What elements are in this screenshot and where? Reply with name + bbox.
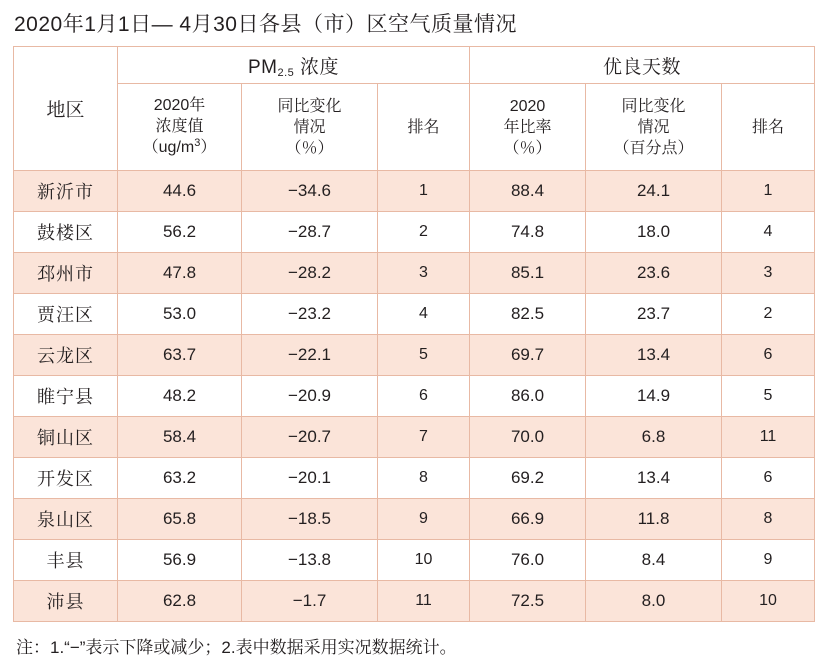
- sub-line: 2020: [509, 97, 546, 115]
- cell-pm25-change: −20.1: [242, 458, 378, 499]
- cubic-superscript: 3: [194, 136, 201, 149]
- cell-pm25-rank: 10: [378, 540, 470, 581]
- cell-pm25-value: 63.2: [118, 458, 242, 499]
- cell-good-rate: 66.9: [470, 499, 586, 540]
- cell-good-rate: 82.5: [470, 294, 586, 335]
- cell-pm25-rank: 6: [378, 376, 470, 417]
- cell-pm25-value: 62.8: [118, 581, 242, 622]
- cell-region: 丰县: [14, 540, 118, 581]
- cell-pm25-value: 65.8: [118, 499, 242, 540]
- table-row: [14, 417, 815, 458]
- table-row: [14, 499, 815, 540]
- column-header-pm25-rank: 排名: [378, 84, 470, 171]
- cell-good-rank: 8: [722, 499, 815, 540]
- column-group-good-days: 优良天数: [470, 47, 815, 84]
- cell-good-rank: 9: [722, 540, 815, 581]
- cell-good-rate: 69.7: [470, 335, 586, 376]
- cell-region: 铜山区: [14, 417, 118, 458]
- cell-pm25-value: 56.2: [118, 212, 242, 253]
- cell-pm25-change: −22.1: [242, 335, 378, 376]
- cell-good-change: 8.4: [586, 540, 722, 581]
- column-header-region: 地区: [14, 47, 118, 171]
- sub-line: 同比变化: [621, 97, 686, 115]
- cell-good-change: 23.7: [586, 294, 722, 335]
- table-header: [14, 47, 815, 171]
- cell-good-change: 18.0: [586, 212, 722, 253]
- cell-region: 邳州市: [14, 253, 118, 294]
- cell-good-rank: 3: [722, 253, 815, 294]
- cell-pm25-change: −28.7: [242, 212, 378, 253]
- cell-pm25-rank: 2: [378, 212, 470, 253]
- page-title: 2020年1月1日— 4月30日各县（市）区空气质量情况: [14, 13, 517, 36]
- column-header-good-rate: [470, 84, 586, 171]
- pm25-subscript: 2.5: [277, 66, 295, 79]
- cell-pm25-value: 53.0: [118, 294, 242, 335]
- cell-region: 新沂市: [14, 171, 118, 212]
- sub-line: 情况: [637, 118, 670, 136]
- cell-good-rate: 69.2: [470, 458, 586, 499]
- cell-pm25-change: −1.7: [242, 581, 378, 622]
- sub-line: （％）: [503, 139, 552, 157]
- header-row-subs: [14, 84, 815, 171]
- cell-pm25-value: 47.8: [118, 253, 242, 294]
- cell-pm25-value: 58.4: [118, 417, 242, 458]
- pm25-label-text: $PM_{2.5}$ 浓度: [247, 56, 340, 79]
- cell-good-rate: 72.5: [470, 581, 586, 622]
- cell-good-change: 6.8: [586, 417, 722, 458]
- cell-good-change: 13.4: [586, 458, 722, 499]
- cell-region: 睢宁县: [14, 376, 118, 417]
- cell-good-rank: 6: [722, 335, 815, 376]
- table-row: [14, 253, 815, 294]
- cell-region: 泉山区: [14, 499, 118, 540]
- cell-good-change: 23.6: [586, 253, 722, 294]
- header-row-groups: [14, 47, 815, 84]
- table-row: [14, 581, 815, 622]
- table-body: [14, 171, 815, 622]
- cell-region: 云龙区: [14, 335, 118, 376]
- cell-good-rank: 4: [722, 212, 815, 253]
- sub-line: 同比变化: [277, 97, 342, 115]
- cell-pm25-change: −20.7: [242, 417, 378, 458]
- column-header-pm25-value: [118, 84, 242, 171]
- sub-line: 情况: [293, 118, 326, 136]
- cell-region: 鼓楼区: [14, 212, 118, 253]
- cell-good-change: 13.4: [586, 335, 722, 376]
- cell-pm25-rank: 1: [378, 171, 470, 212]
- table-footnote: 注：1.“−”表示下降或减少；2.表中数据采用实况数据统计。: [16, 638, 457, 657]
- cell-pm25-rank: 11: [378, 581, 470, 622]
- sub-line: 浓度值: [155, 117, 204, 135]
- cell-good-rank: 6: [722, 458, 815, 499]
- cell-good-change: 24.1: [586, 171, 722, 212]
- cell-region: 开发区: [14, 458, 118, 499]
- cell-pm25-change: −34.6: [242, 171, 378, 212]
- cell-pm25-value: 56.9: [118, 540, 242, 581]
- cell-pm25-rank: 8: [378, 458, 470, 499]
- cell-region: 沛县: [14, 581, 118, 622]
- cell-good-rank: 1: [722, 171, 815, 212]
- cell-pm25-rank: 5: [378, 335, 470, 376]
- cell-pm25-value: 44.6: [118, 171, 242, 212]
- cell-good-change: 11.8: [586, 499, 722, 540]
- cell-pm25-change: −13.8: [242, 540, 378, 581]
- cell-pm25-value: 63.7: [118, 335, 242, 376]
- cell-pm25-rank: 9: [378, 499, 470, 540]
- sub-line: （百分点）: [613, 139, 694, 157]
- cell-good-change: 8.0: [586, 581, 722, 622]
- cell-region: 贾汪区: [14, 294, 118, 335]
- column-header-good-change: [586, 84, 722, 171]
- cell-good-rate: 74.8: [470, 212, 586, 253]
- cell-good-rank: 5: [722, 376, 815, 417]
- cell-good-rank: 2: [722, 294, 815, 335]
- cell-good-change: 14.9: [586, 376, 722, 417]
- table-row: [14, 212, 815, 253]
- cell-pm25-change: −20.9: [242, 376, 378, 417]
- cell-pm25-change: −28.2: [242, 253, 378, 294]
- table-row: [14, 376, 815, 417]
- sub-line: 2020年: [153, 96, 206, 114]
- cell-pm25-rank: 3: [378, 253, 470, 294]
- cell-good-rate: 70.0: [470, 417, 586, 458]
- table-row: [14, 294, 815, 335]
- sub-line: （％）: [285, 139, 334, 157]
- cell-good-rate: 85.1: [470, 253, 586, 294]
- sub-line: 年比率: [503, 118, 552, 136]
- cell-pm25-change: −23.2: [242, 294, 378, 335]
- sub-line-unit: $(ug/m^3)$: [142, 136, 217, 156]
- cell-good-rate: 88.4: [470, 171, 586, 212]
- cell-good-rank: 10: [722, 581, 815, 622]
- cell-pm25-value: 48.2: [118, 376, 242, 417]
- air-quality-table: [13, 46, 815, 622]
- column-header-pm25-change: [242, 84, 378, 171]
- table-row: [14, 458, 815, 499]
- cell-good-rank: 11: [722, 417, 815, 458]
- cell-good-rate: 76.0: [470, 540, 586, 581]
- table-row: [14, 171, 815, 212]
- cell-pm25-rank: 7: [378, 417, 470, 458]
- table-row: [14, 335, 815, 376]
- table-row: [14, 540, 815, 581]
- column-group-pm25: [118, 47, 470, 84]
- cell-pm25-rank: 4: [378, 294, 470, 335]
- cell-good-rate: 86.0: [470, 376, 586, 417]
- column-header-good-rank: 排名: [722, 84, 815, 171]
- cell-pm25-change: −18.5: [242, 499, 378, 540]
